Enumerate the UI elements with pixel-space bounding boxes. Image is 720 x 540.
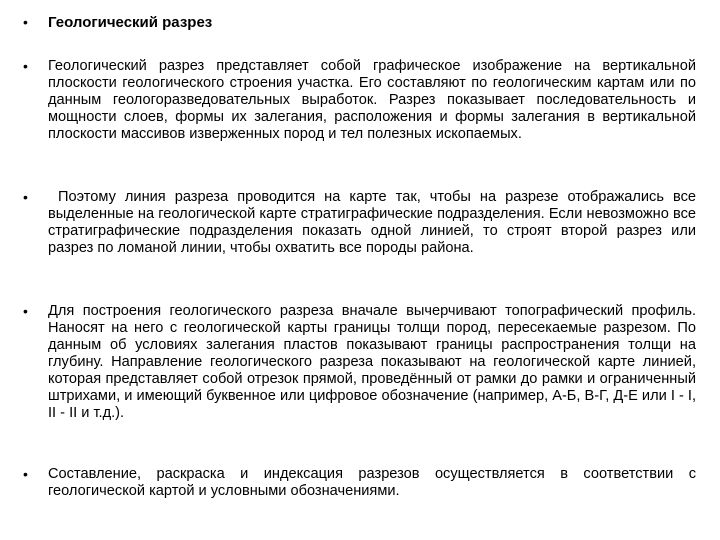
paragraph-construction: Для построения геологического разреза вначале вычерчивают топографический профиль. Наносят на него с геологической карты границы толщи пород, пересекаемые разрезом. По данным об условиях залегания пластов показывают границы распространения толщи на глубину. Направление геологического разреза показывают на геологической карте линией, которая представляет собой отрезок прямой, проведённый от рамки до рамки и ограниченный штрихами, и имеющий буквенное или цифровое обозначение (например, А-Б, В-Г, Д-Е или I - I, II - II и т.д.). [48, 303, 696, 421]
bullet-icon: • [23, 14, 28, 30]
paragraph-compilation: Составление, раскраска и индексация разрезов осуществляется в соответствии с геологической картой и условными обозначениями. [48, 466, 696, 499]
bullet-icon: • [23, 303, 28, 319]
page-title: Геологический разрез [48, 14, 213, 31]
paragraph-definition: Геологический разрез представляет собой графическое изображение на вертикальной плоскости геологического строения участка. Его составляют по геологическим картам или по данным геологоразведовательных выработок. Разрез показывает последовательность и мощности слоев, формы их залегания, расположения и формы залегания в вертикальной плоскости массивов изверженных пород и тел полезных ископаемых. [48, 58, 696, 142]
bullet-icon: • [23, 58, 28, 74]
bullet-icon: • [23, 189, 28, 205]
paragraph-section-line: Поэтому линия разреза проводится на карте так, чтобы на разрезе отображались все выделенные на геологической карте стратиграфические подразделения. Если невозможно все стратиграфические подразделения показать одной линией, то строят второй разрез или разрез по ломаной линии, чтобы охватить все породы района. [48, 189, 696, 256]
bullet-icon: • [23, 466, 28, 482]
